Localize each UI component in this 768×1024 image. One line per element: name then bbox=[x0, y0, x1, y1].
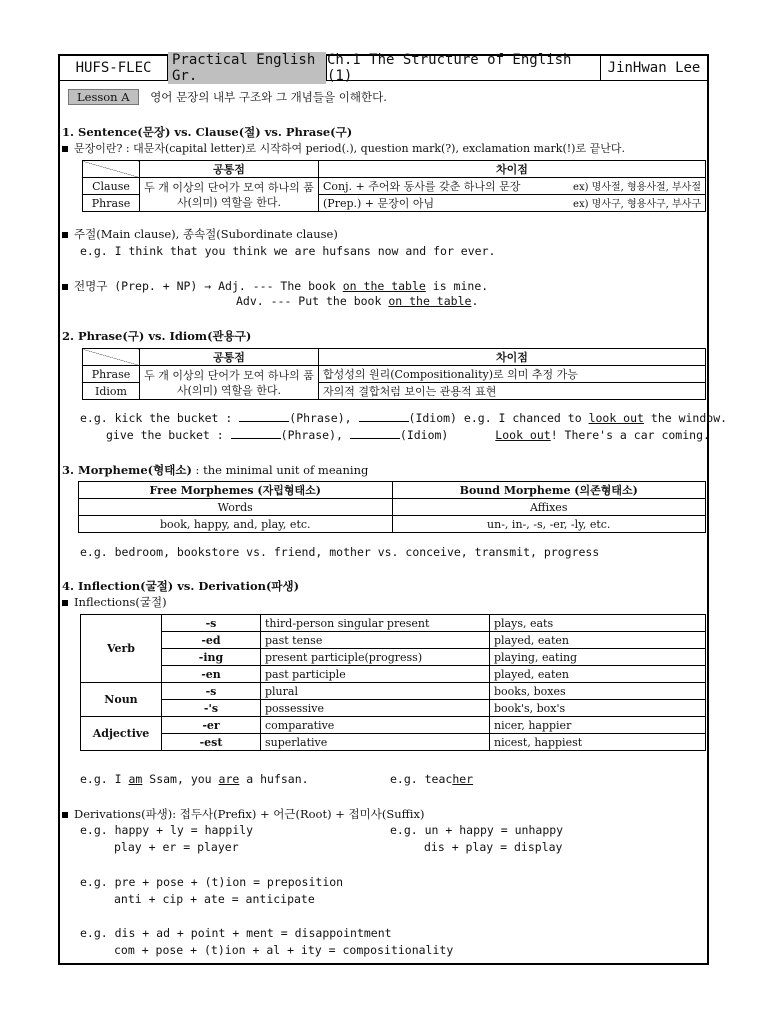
lesson-text: 영어 문장의 내부 구조와 그 개념들을 이해한다. bbox=[150, 90, 387, 104]
ex-cell: playing, eating bbox=[490, 649, 706, 666]
desc-cell: possessive bbox=[261, 700, 490, 717]
table-row bbox=[81, 734, 706, 751]
bound-header: Bound Morpheme (의존형태소) bbox=[392, 482, 706, 499]
table-row bbox=[81, 683, 706, 700]
inflection-example-1: e.g. I am Ssam, you are a hufsan. bbox=[80, 772, 309, 786]
worksheet-frame bbox=[58, 52, 728, 965]
inflections-sub: Inflections(굴절) bbox=[62, 594, 167, 610]
desc-cell: third-person singular present bbox=[261, 615, 490, 632]
diff-cell: 자의적 결합처럼 보이는 관용적 표현 bbox=[319, 383, 706, 400]
common-header: 공통점 bbox=[140, 349, 319, 366]
table-corner bbox=[83, 161, 140, 178]
inflection-table bbox=[80, 614, 706, 751]
section-4-title: 4. Inflection(굴절) vs. Derivation(파생) bbox=[62, 579, 300, 593]
table-row bbox=[81, 700, 706, 717]
idiom-example-1: e.g. kick the bucket : (Phrase), (Idiom) e.g. I chanced to look out the window. bbox=[80, 411, 728, 425]
suf-cell: -s bbox=[162, 615, 261, 632]
row-label: Clause bbox=[83, 178, 140, 195]
table-corner bbox=[83, 349, 140, 366]
common-cell: 두 개 이상의 단어가 모여 하나의 품사(의미) 역할을 한다. bbox=[140, 366, 319, 400]
suf-cell: -en bbox=[162, 666, 261, 683]
desc-cell: past tense bbox=[261, 632, 490, 649]
deriv-line: e.g. pre + pose + (t)ion = preposition bbox=[80, 875, 344, 889]
category-cell: Verb bbox=[81, 615, 162, 683]
deriv-line: e.g. dis + ad + point + ment = disappointment bbox=[80, 926, 392, 940]
morpheme-table bbox=[78, 481, 706, 533]
chapter-title: Ch.1 The Structure of English (1) bbox=[327, 56, 601, 80]
cell: un-, in-, -s, -er, -ly, etc. bbox=[392, 516, 706, 533]
table-row bbox=[81, 717, 706, 734]
suf-cell: -'s bbox=[162, 700, 261, 717]
diff-cell: (Prep.) + 문장이 아님 ex) 명사구, 형용사구, 부사구 bbox=[319, 195, 706, 212]
ex-cell: played, eaten bbox=[490, 632, 706, 649]
section-1-title: 1. Sentence(문장) vs. Clause(절) vs. Phrase(구) bbox=[62, 125, 353, 139]
ex-cell: nicer, happier bbox=[490, 717, 706, 734]
lesson-line bbox=[68, 89, 387, 105]
diff-header: 차이점 bbox=[319, 349, 706, 366]
diff-cell: Conj. + 주어와 동사를 갖춘 하나의 문장 ex) 명사절, 형용사절, 부사절 bbox=[319, 178, 706, 195]
ex-cell: nicest, happiest bbox=[490, 734, 706, 751]
ex-cell: book's, box's bbox=[490, 700, 706, 717]
deriv-line: dis + play = display bbox=[424, 840, 563, 854]
prep-phrase-line: 전명구 (Prep. + NP) → Adj. --- The book on the table is mine. bbox=[62, 278, 488, 294]
suf-cell: -ed bbox=[162, 632, 261, 649]
desc-cell: plural bbox=[261, 683, 490, 700]
lesson-badge: Lesson A bbox=[68, 89, 139, 105]
table-row bbox=[81, 666, 706, 683]
adv-line: Adv. --- Put the book on the table. bbox=[236, 294, 479, 308]
row-label: Phrase bbox=[83, 366, 140, 383]
desc-cell: comparative bbox=[261, 717, 490, 734]
deriv-line: play + er = player bbox=[114, 840, 239, 854]
category-cell: Noun bbox=[81, 683, 162, 717]
deriv-line: e.g. un + happy = unhappy bbox=[390, 823, 564, 837]
deriv-line: anti + cip + ate = anticipate bbox=[114, 892, 315, 906]
inflection-example-2: e.g. teacher bbox=[390, 772, 474, 786]
ex-cell: played, eaten bbox=[490, 666, 706, 683]
suf-cell: -est bbox=[162, 734, 261, 751]
derivation-title: Derivations(파생): 접두사(Prefix) + 어근(Root) + 접미사(Suffix) bbox=[62, 806, 424, 822]
deriv-line: e.g. happy + ly = happily bbox=[80, 823, 254, 837]
cell: Words bbox=[79, 499, 393, 516]
table-row bbox=[81, 632, 706, 649]
desc-cell: present participle(progress) bbox=[261, 649, 490, 666]
example-line: e.g. I think that you think we are hufsans now and for ever. bbox=[80, 244, 496, 258]
clause-phrase-table bbox=[82, 160, 706, 212]
morpheme-example: e.g. bedroom, bookstore vs. friend, mother vs. conceive, transmit, progress bbox=[80, 545, 600, 559]
diff-header: 차이점 bbox=[319, 161, 706, 178]
suf-cell: -ing bbox=[162, 649, 261, 666]
desc-cell: past participle bbox=[261, 666, 490, 683]
section-3-title: 3. Morpheme(형태소) : the minimal unit of meaning bbox=[62, 463, 369, 477]
org-label: HUFS-FLEC bbox=[60, 56, 168, 80]
suf-cell: -er bbox=[162, 717, 261, 734]
author-label: JinHwan Lee bbox=[607, 60, 701, 76]
main-clause-bullet: 주절(Main clause), 종속절(Subordinate clause) bbox=[62, 226, 338, 242]
free-header: Free Morphemes (자립형태소) bbox=[79, 482, 393, 499]
row-label: Phrase bbox=[83, 195, 140, 212]
common-cell: 두 개 이상의 단어가 모여 하나의 품사(의미) 역할을 한다. bbox=[140, 178, 319, 212]
desc-cell: superlative bbox=[261, 734, 490, 751]
header-bar bbox=[60, 52, 707, 84]
diff-cell: 합성성의 원리(Compositionality)로 의미 추정 가능 bbox=[319, 366, 706, 383]
category-cell: Adjective bbox=[81, 717, 162, 751]
idiom-example-2: give the bucket : (Phrase), (Idiom) Look out! There's a car coming. bbox=[106, 428, 710, 442]
bullet-icon bbox=[62, 146, 68, 152]
suf-cell: -s bbox=[162, 683, 261, 700]
sentence-definition: 문장이란? : 대문자(capital letter)로 시작하여 period(.), question mark(?), exclamation mark(!)로 끝난다. bbox=[62, 140, 625, 156]
phrase-idiom-table bbox=[82, 348, 706, 400]
section-2-title: 2. Phrase(구) vs. Idiom(관용구) bbox=[62, 329, 252, 343]
cell: Affixes bbox=[392, 499, 706, 516]
table-row bbox=[81, 649, 706, 666]
course-label: Practical English Gr. bbox=[168, 56, 327, 80]
ex-cell: books, boxes bbox=[490, 683, 706, 700]
deriv-line: com + pose + (t)ion + al + ity = compositionality bbox=[114, 943, 454, 957]
ex-cell: plays, eats bbox=[490, 615, 706, 632]
row-label: Idiom bbox=[83, 383, 140, 400]
cell: book, happy, and, play, etc. bbox=[79, 516, 393, 533]
common-header: 공통점 bbox=[140, 161, 319, 178]
table-row bbox=[81, 615, 706, 632]
